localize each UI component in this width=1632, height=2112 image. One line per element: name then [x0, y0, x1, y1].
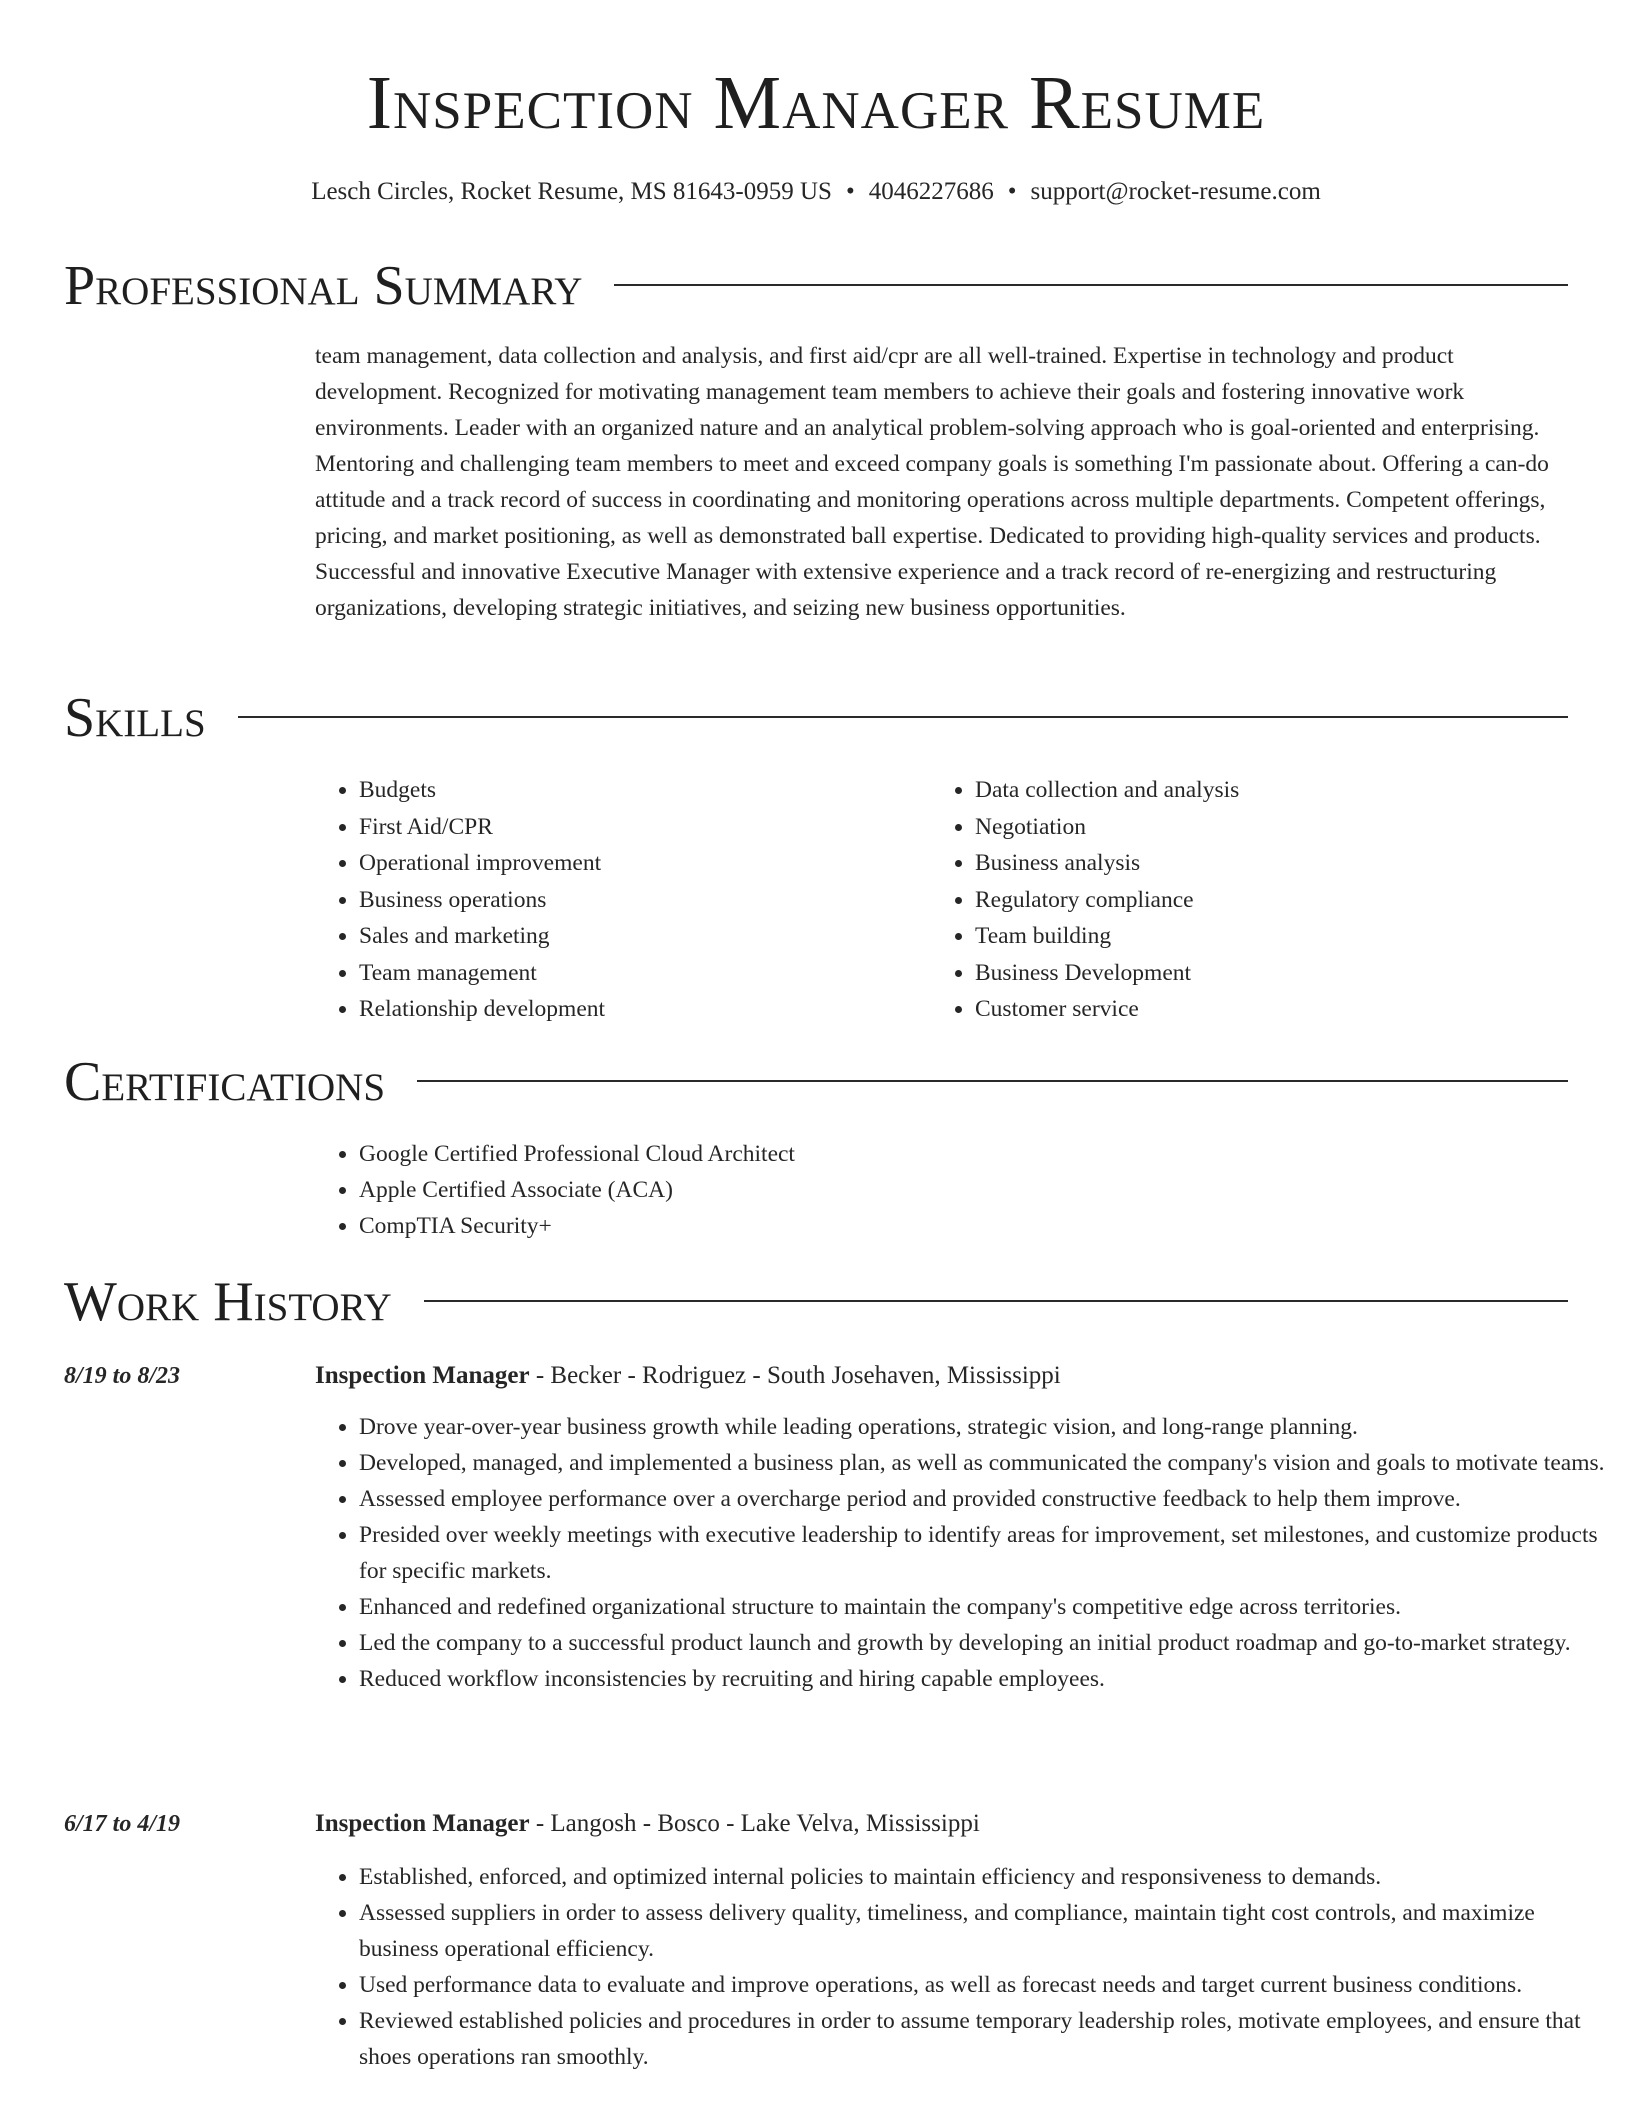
skill-item: • Relationship development — [359, 991, 959, 1027]
job-responsibilities — [315, 1409, 1614, 1697]
responsibility-item: • Led the company to a successful product launch and growth by developing an initial product roadmap and go-to-market strategy. — [359, 1625, 1614, 1661]
contact-separator: • — [1007, 178, 1017, 205]
summary-heading: Professional Summary — [64, 255, 583, 317]
job-responsibilities — [315, 1859, 1614, 2075]
section-divider — [614, 284, 1568, 286]
skill-item: • Budgets — [359, 772, 959, 808]
skill-item: • Operational improvement — [359, 845, 959, 881]
responsibility-item: • Reduced workflow inconsistencies by recruiting and hiring capable employees. — [359, 1661, 1614, 1697]
responsibility-item: • Established, enforced, and optimized internal policies to maintain efficiency and responsiveness to demands. — [359, 1859, 1614, 1895]
certification-item: • Apple Certified Associate (ACA) — [359, 1172, 1559, 1208]
contact-phone: 4046227686 — [868, 178, 994, 205]
skills-section-header — [64, 686, 1568, 750]
skill-item: • First Aid/CPR — [359, 809, 959, 845]
responsibility-item: • Assessed suppliers in order to assess delivery quality, timeliness, and compliance, maintain tight cost controls, and maximize business operational efficiency. — [359, 1895, 1614, 1967]
job-title: Inspection Manager — [315, 1362, 530, 1389]
skill-item: • Team management — [359, 955, 959, 991]
work-history-section-header — [64, 1270, 1568, 1334]
skill-item: • Business Development — [975, 955, 1575, 991]
responsibility-item: • Developed, managed, and implemented a business plan, as well as communicated the company's vision and goals to motivate teams. — [359, 1445, 1614, 1481]
section-divider — [417, 1080, 1568, 1082]
certifications-heading: Certifications — [64, 1051, 386, 1113]
job-dates: 8/19 to 8/23 — [64, 1363, 181, 1389]
job-heading — [315, 1358, 1570, 1394]
job-company: - Langosh - Bosco - Lake Velva, Mississippi — [529, 1810, 980, 1837]
summary-text: team management, data collection and analysis, and first aid/cpr are all well-trained. Expertise in technology and product development. Recognized for motivating management team members to achieve their goals and fostering innovative work environments. Leader with an organized nature and an analytical problem-solving approach who is goal-oriented and enterprising. Mentoring and challenging team members to meet and exceed company goals is something I'm passionate about. Offering a can-do attitude and a track record of success in coordinating and monitoring operations across multiple departments. Competent offerings, pricing, and market positioning, as well as demonstrated ball expertise. Dedicated to providing high-quality services and products. Successful and innovative Executive Manager with extensive experience and a track record of re-energizing and restructuring organizations, developing strategic initiatives, and seizing new business opportunities. — [315, 343, 1549, 621]
job-dates: 6/17 to 4/19 — [64, 1811, 181, 1837]
skills-list-right — [931, 772, 1575, 1028]
skill-item: • Regulatory compliance — [975, 882, 1575, 918]
skills-list-left — [315, 772, 959, 1028]
responsibility-item: • Used performance data to evaluate and improve operations, as well as forecast needs and target current business conditions. — [359, 1967, 1614, 2003]
skill-item: • Data collection and analysis — [975, 772, 1575, 808]
section-divider — [238, 716, 1568, 718]
responsibility-item: • Enhanced and redefined organizational structure to maintain the company's competitive edge across territories. — [359, 1589, 1614, 1625]
job-company: - Becker - Rodriguez - South Josehaven, Mississippi — [529, 1362, 1061, 1389]
resume-title: Inspection Manager Resume — [366, 61, 1266, 145]
skill-item: • Team building — [975, 918, 1575, 954]
skill-item: • Customer service — [975, 991, 1575, 1027]
responsibility-item: • Assessed employee performance over a overcharge period and provided constructive feedback to help them improve. — [359, 1481, 1614, 1517]
contact-line — [0, 174, 1632, 210]
contact-separator: • — [845, 178, 855, 205]
skill-item: • Business operations — [359, 882, 959, 918]
contact-address: Lesch Circles, Rocket Resume, MS 81643-0959 US — [311, 178, 832, 205]
section-divider — [424, 1300, 1568, 1302]
certification-item: • CompTIA Security+ — [359, 1208, 1559, 1244]
skill-item: • Sales and marketing — [359, 918, 959, 954]
skill-item: • Negotiation — [975, 809, 1575, 845]
skill-item: • Business analysis — [975, 845, 1575, 881]
responsibility-item: • Drove year-over-year business growth while leading operations, strategic vision, and long-range planning. — [359, 1409, 1614, 1445]
certifications-list — [315, 1136, 1559, 1244]
certification-item: • Google Certified Professional Cloud Architect — [359, 1136, 1559, 1172]
certifications-section-header — [64, 1050, 1568, 1114]
responsibility-item: • Reviewed established policies and procedures in order to assume temporary leadership roles, motivate employees, and ensure that shoes operations ran smoothly. — [359, 2003, 1614, 2075]
contact-email: support@rocket-resume.com — [1030, 178, 1321, 205]
job-heading — [315, 1806, 1570, 1842]
work-history-heading: Work History — [64, 1271, 392, 1333]
skills-heading: Skills — [64, 687, 206, 749]
summary-section-header — [64, 254, 1568, 318]
job-title: Inspection Manager — [315, 1810, 530, 1837]
responsibility-item: • Presided over weekly meetings with executive leadership to identify areas for improvement, set milestones, and customize products for specific markets. — [359, 1517, 1614, 1589]
